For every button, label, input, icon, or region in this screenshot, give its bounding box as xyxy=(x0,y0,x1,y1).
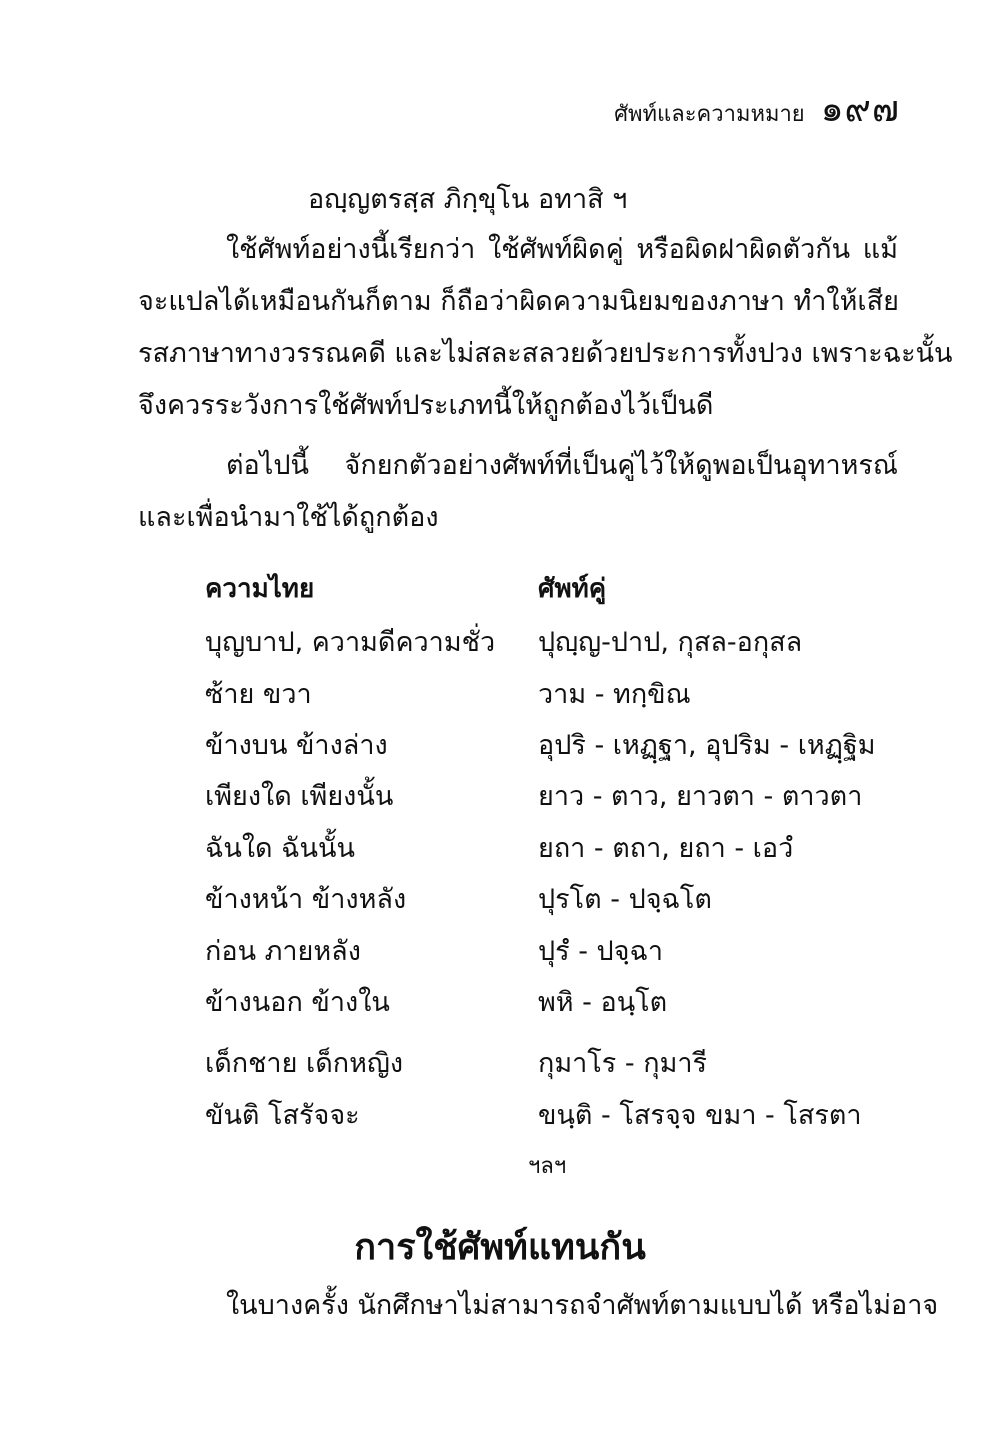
thai-meaning: ซ้าย ขวา xyxy=(205,679,312,710)
pali-pair: ปุรํ - ปจฺฉา xyxy=(538,936,664,967)
pali-pair: ปุญฺญ-ปาป, กุสล-อกุสล xyxy=(538,627,803,658)
paragraph1-line: รสภาษาทางวรรณคดี และไม่สละสลวยด้วยประการทั้งปวง เพราะฉะนั้น xyxy=(138,338,953,369)
thai-meaning: ข้างหน้า ข้างหลัง xyxy=(205,884,407,915)
thai-meaning: บุญบาป, ความดีความชั่ว xyxy=(205,627,496,658)
pali-pair: วาม - ทกฺขิณ xyxy=(538,679,691,710)
section-heading: การใช้ศัพท์แทนกัน xyxy=(354,1227,646,1268)
thai-meaning: ก่อน ภายหลัง xyxy=(205,936,361,967)
paragraph1-line: จึงควรระวังการใช้ศัพท์ประเภทนี้ให้ถูกต้องไว้เป็นดี xyxy=(138,390,714,421)
pali-pair: ขนฺติ - โสรจฺจ ขมา - โสรตา xyxy=(538,1100,862,1131)
thai-meaning: ข้างบน ข้างล่าง xyxy=(205,730,388,761)
paragraph1-line: จะแปลได้เหมือนกันก็ตาม ก็ถือว่าผิดความนิยมของภาษา ทำให้เสีย xyxy=(138,286,899,317)
etc-mark: ฯลฯ xyxy=(528,1154,567,1179)
pali-pair: กุมาโร - กุมารี xyxy=(538,1048,708,1079)
running-title: ศัพท์และความหมาย xyxy=(614,102,805,127)
paragraph2-line: ต่อไปนี้ จักยกตัวอย่างศัพท์ที่เป็นคู่ไว้ให้ดูพอเป็นอุทาหรณ์ xyxy=(226,450,898,481)
thai-meaning: ขันติ โสรัจจะ xyxy=(205,1100,360,1131)
thai-meaning: ฉันใด ฉันนั้น xyxy=(205,833,355,864)
pali-pair: ปุรโต - ปจฺฉโต xyxy=(538,884,712,915)
pali-pair: พหิ - อนฺโต xyxy=(538,987,668,1018)
column-header-pali: ศัพท์คู่ xyxy=(538,574,607,604)
paragraph2-line: และเพื่อนำมาใช้ได้ถูกต้อง xyxy=(138,502,439,533)
thai-meaning: ข้างนอก ข้างใน xyxy=(205,987,390,1018)
thai-meaning: เด็กชาย เด็กหญิง xyxy=(205,1048,404,1079)
pali-pair: อุปริ - เหฏฺฐา, อุปริม - เหฏฺฐิม xyxy=(538,730,876,761)
paragraph1-line: ใช้ศัพท์อย่างนี้เรียกว่า ใช้ศัพท์ผิดคู่ หรือผิดฝาผิดตัวกัน แม้ xyxy=(226,234,898,265)
running-header xyxy=(614,80,900,137)
page-number: ๑๙๗ xyxy=(820,89,900,130)
pali-pair: ยถา - ตถา, ยถา - เอวํ xyxy=(538,833,794,864)
thai-meaning: เพียงใด เพียงนั้น xyxy=(205,781,394,812)
column-header-thai: ความไทย xyxy=(205,574,315,604)
pali-pair: ยาว - ตาว, ยาวตา - ตาวตา xyxy=(538,781,863,812)
pali-example-line: อญฺญตรสฺส ภิกฺขุโน อทาสิ ฯ xyxy=(308,184,628,215)
paragraph3-line: ในบางครั้ง นักศึกษาไม่สามารถจำศัพท์ตามแบบได้ หรือไม่อาจ xyxy=(226,1290,939,1321)
